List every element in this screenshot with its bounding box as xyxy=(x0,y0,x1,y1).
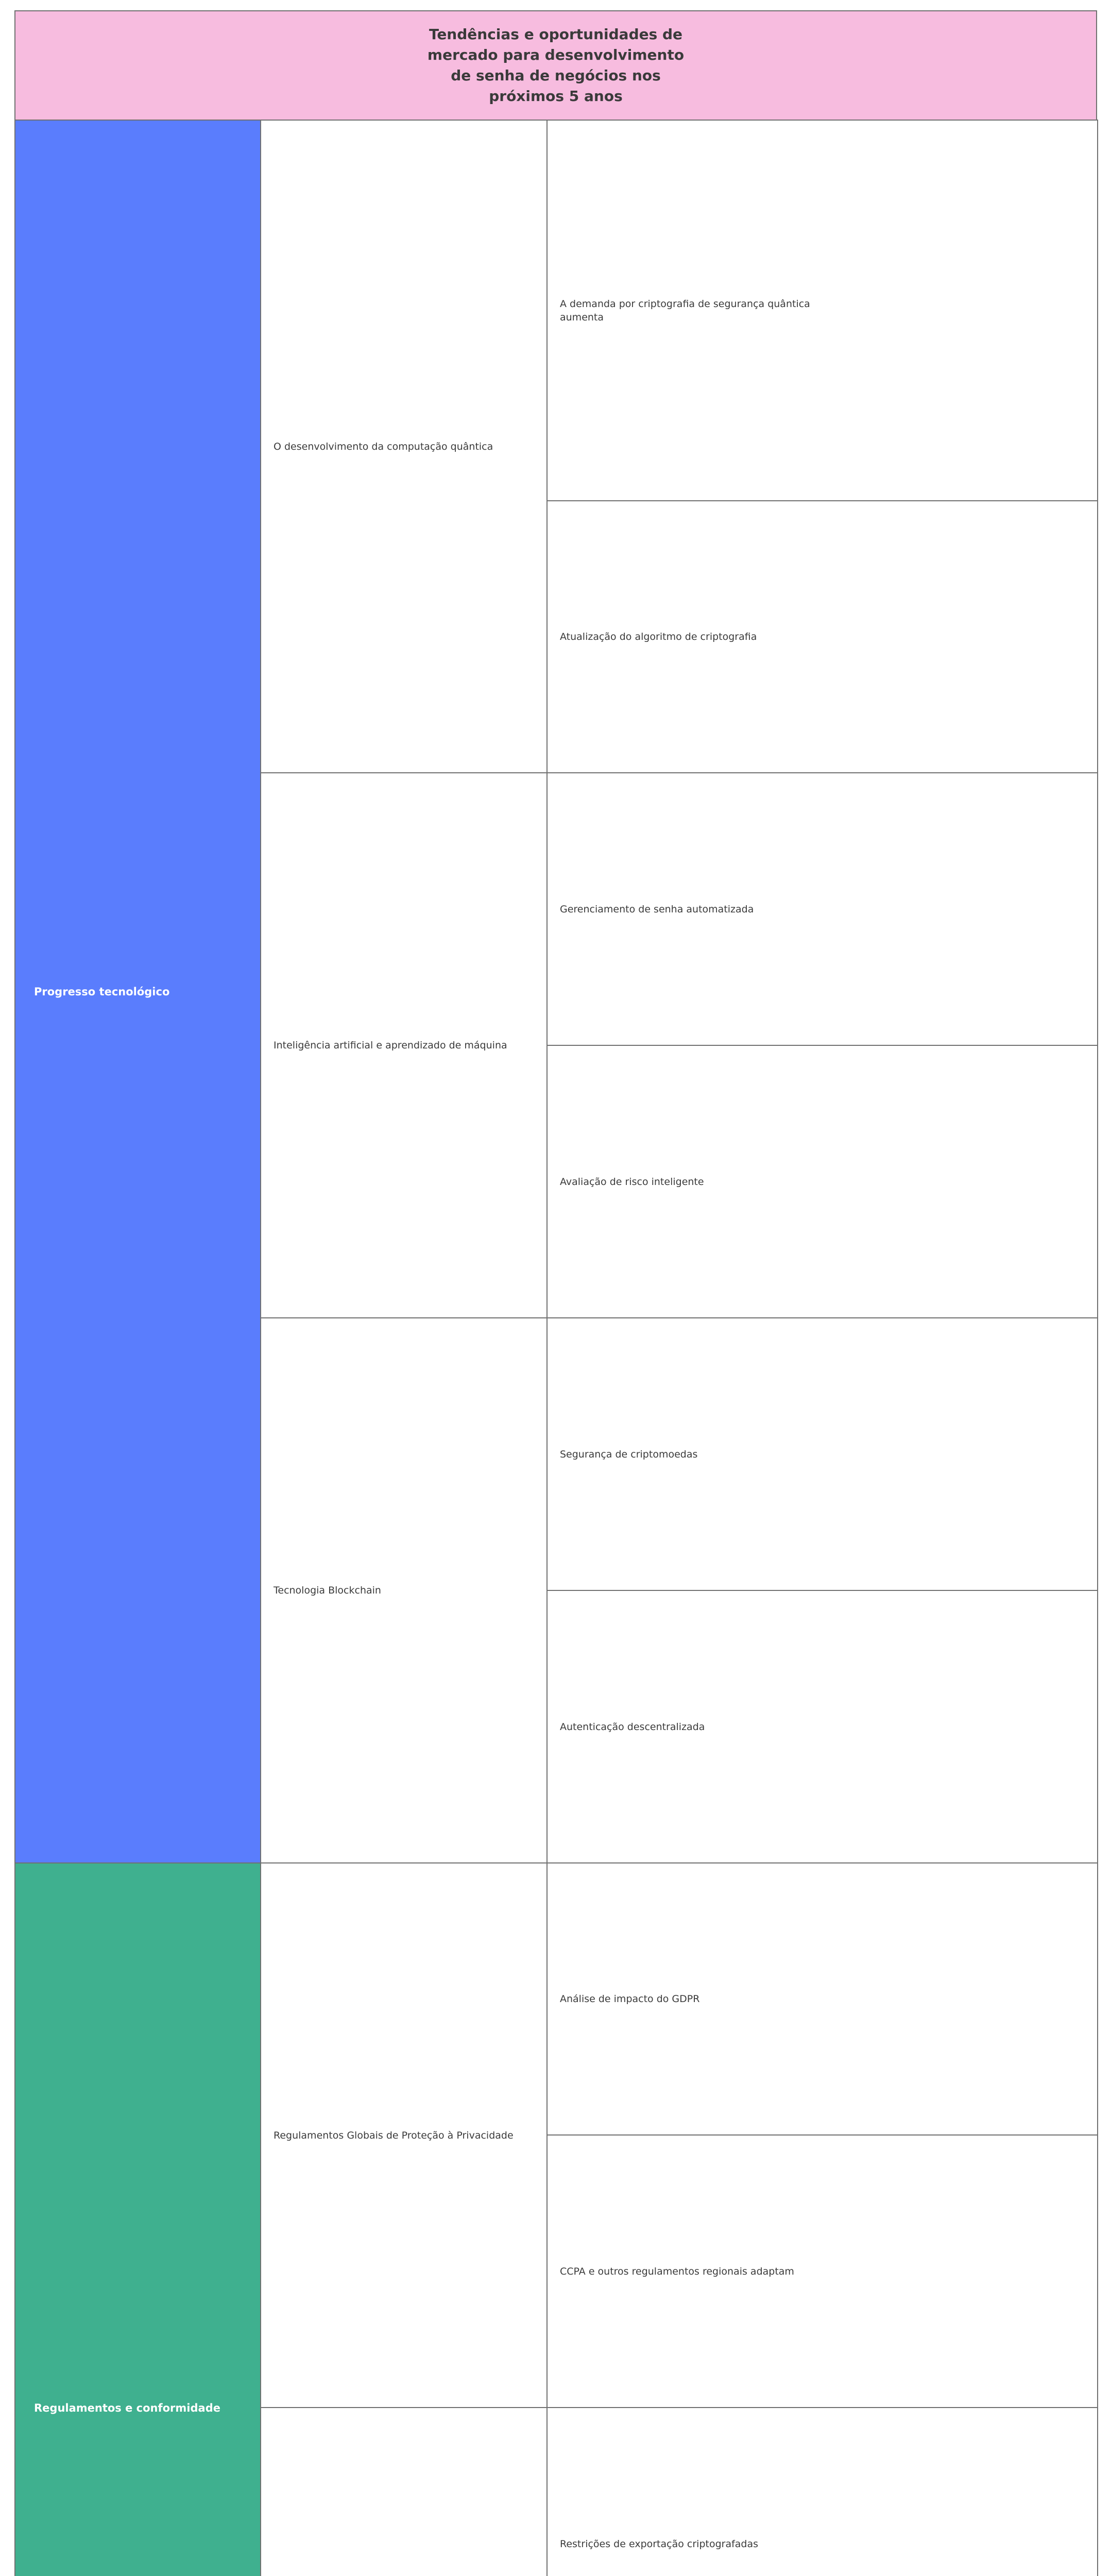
cell-label: Análise de impacto do GDPR xyxy=(560,1993,700,2005)
leaf-cell xyxy=(546,1317,1098,1591)
leaf-cell xyxy=(546,1590,1098,1863)
diagram-title: Tendências e oportunidades de mercado para desenvolvimento de senha de negócios nos próximos 5 anos xyxy=(427,26,685,105)
cell-label: CCPA e outros regulamentos regionais adaptam xyxy=(560,2265,794,2277)
cell-label: Gerenciamento de senha automatizada xyxy=(560,903,754,915)
cell-label: Avaliação de risco inteligente xyxy=(560,1176,704,1188)
cell-label: Inteligência artificial e aprendizado de máquina xyxy=(274,1040,507,1051)
cell-label: Tecnologia Blockchain xyxy=(274,1585,381,1596)
category-cell xyxy=(14,120,261,1863)
category-label: Progresso tecnológico xyxy=(34,985,170,998)
cell-label: A demanda por criptografia de segurança quântica aumenta xyxy=(560,298,810,323)
branch-cell xyxy=(260,1317,548,1863)
leaf-cell xyxy=(546,1045,1098,1318)
diagram-title-box xyxy=(14,10,1097,121)
leaf-cell xyxy=(546,500,1098,773)
cell-label: Autenticação descentralizada xyxy=(560,1721,705,1733)
leaf-cell xyxy=(546,2134,1098,2408)
category-cell xyxy=(14,1862,261,2576)
cell-label: Atualização do algoritmo de criptografia xyxy=(560,631,757,642)
branch-cell xyxy=(260,120,548,773)
branch-cell xyxy=(260,772,548,1318)
branch-cell xyxy=(260,1862,548,2408)
leaf-cell xyxy=(546,2407,1098,2576)
branch-cell xyxy=(260,2407,548,2576)
leaf-cell xyxy=(546,772,1098,1046)
cell-label: Restrições de exportação criptografadas xyxy=(560,2538,759,2550)
category-label: Regulamentos e conformidade xyxy=(34,2401,220,2414)
cell-label: O desenvolvimento da computação quântica xyxy=(274,440,493,452)
cell-label: Regulamentos Globais de Proteção à Privacidade xyxy=(274,2129,514,2141)
leaf-cell xyxy=(546,1862,1098,2136)
cell-label: Segurança de criptomoedas xyxy=(560,1448,698,1460)
leaf-cell xyxy=(546,120,1098,501)
